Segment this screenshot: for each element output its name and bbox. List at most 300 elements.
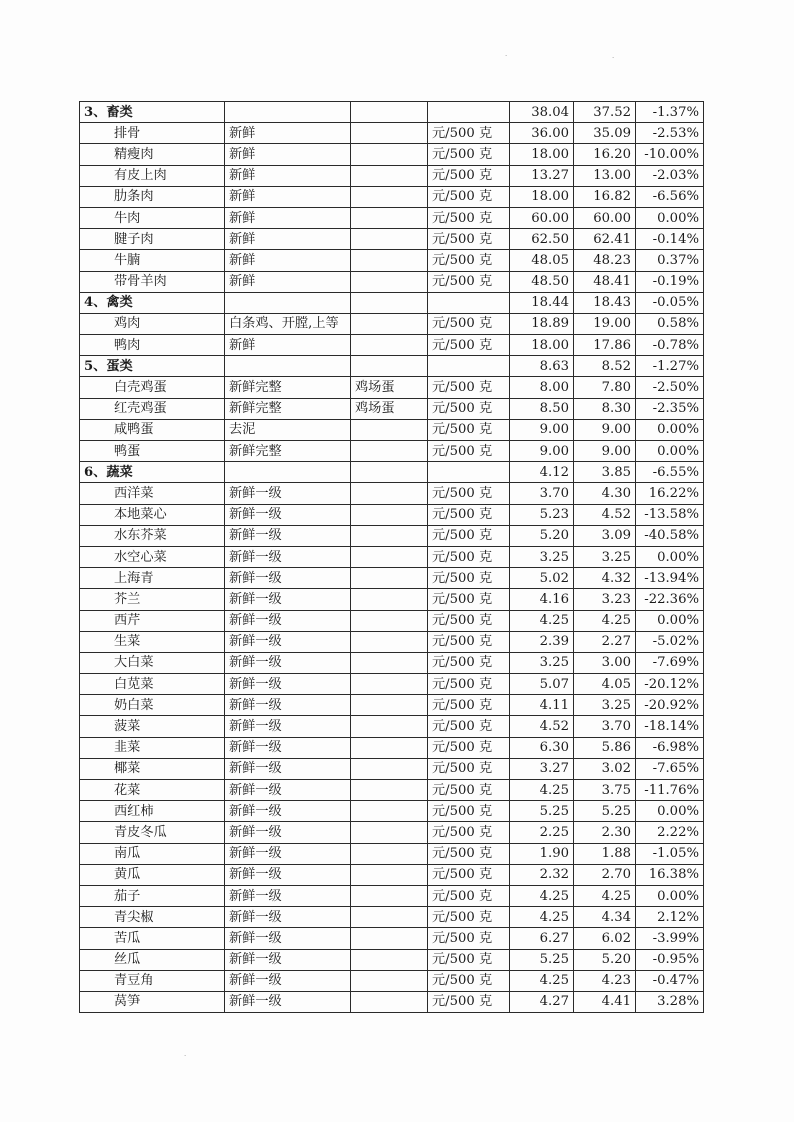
item-change: -20.92% xyxy=(636,695,704,716)
item-change: -13.58% xyxy=(636,504,704,525)
item-prev-price: 2.32 xyxy=(510,864,574,885)
item-name: 韭菜 xyxy=(80,737,225,758)
item-origin xyxy=(351,928,428,949)
item-spec: 新鲜 xyxy=(225,186,351,207)
category-label: 4、禽类 xyxy=(80,292,225,313)
item-row xyxy=(80,186,704,207)
item-unit: 元/500 克 xyxy=(428,186,510,207)
item-name: 芥兰 xyxy=(80,589,225,610)
item-origin xyxy=(351,419,428,440)
item-change: 0.00% xyxy=(636,546,704,567)
item-unit: 元/500 克 xyxy=(428,843,510,864)
item-origin xyxy=(351,801,428,822)
item-curr-price: 16.20 xyxy=(574,144,636,165)
item-spec: 白条鸡、开膛,上等 xyxy=(225,313,351,334)
item-curr-price: 4.30 xyxy=(574,483,636,504)
item-origin xyxy=(351,780,428,801)
item-spec: 新鲜一级 xyxy=(225,716,351,737)
item-prev-price: 3.25 xyxy=(510,652,574,673)
item-prev-price: 9.00 xyxy=(510,419,574,440)
item-unit: 元/500 克 xyxy=(428,250,510,271)
item-prev-price: 5.02 xyxy=(510,568,574,589)
item-prev-price: 9.00 xyxy=(510,441,574,462)
scan-speck: · xyxy=(184,1052,187,1060)
item-unit: 元/500 克 xyxy=(428,737,510,758)
item-name: 腱子肉 xyxy=(80,229,225,250)
item-spec: 新鲜一级 xyxy=(225,546,351,567)
category-curr-price: 3.85 xyxy=(574,462,636,483)
item-spec: 新鲜一级 xyxy=(225,864,351,885)
item-spec: 新鲜一级 xyxy=(225,737,351,758)
item-prev-price: 5.23 xyxy=(510,504,574,525)
item-name: 大白菜 xyxy=(80,652,225,673)
scan-speck: · xyxy=(612,54,615,62)
item-spec: 新鲜 xyxy=(225,165,351,186)
item-name: 排骨 xyxy=(80,123,225,144)
item-curr-price: 4.05 xyxy=(574,674,636,695)
item-origin xyxy=(351,525,428,546)
item-spec: 新鲜一级 xyxy=(225,504,351,525)
item-unit: 元/500 克 xyxy=(428,398,510,419)
item-row xyxy=(80,123,704,144)
item-name: 白壳鸡蛋 xyxy=(80,377,225,398)
item-unit: 元/500 克 xyxy=(428,780,510,801)
item-prev-price: 8.50 xyxy=(510,398,574,419)
item-prev-price: 4.52 xyxy=(510,716,574,737)
item-curr-price: 5.20 xyxy=(574,949,636,970)
item-unit: 元/500 克 xyxy=(428,144,510,165)
item-row xyxy=(80,441,704,462)
item-prev-price: 60.00 xyxy=(510,207,574,228)
item-origin xyxy=(351,546,428,567)
item-spec: 新鲜一级 xyxy=(225,631,351,652)
item-unit: 元/500 克 xyxy=(428,229,510,250)
item-change: -6.98% xyxy=(636,737,704,758)
spec-cell xyxy=(225,292,351,313)
item-unit: 元/500 克 xyxy=(428,377,510,398)
item-prev-price: 4.27 xyxy=(510,991,574,1012)
item-row xyxy=(80,631,704,652)
item-row xyxy=(80,885,704,906)
item-origin xyxy=(351,504,428,525)
item-curr-price: 3.00 xyxy=(574,652,636,673)
item-curr-price: 48.41 xyxy=(574,271,636,292)
item-curr-price: 4.25 xyxy=(574,885,636,906)
item-unit: 元/500 克 xyxy=(428,335,510,356)
item-spec: 新鲜 xyxy=(225,250,351,271)
item-prev-price: 8.00 xyxy=(510,377,574,398)
item-name: 本地菜心 xyxy=(80,504,225,525)
item-origin xyxy=(351,695,428,716)
item-row xyxy=(80,250,704,271)
item-prev-price: 2.25 xyxy=(510,822,574,843)
item-prev-price: 13.27 xyxy=(510,165,574,186)
item-name: 带骨羊肉 xyxy=(80,271,225,292)
unit-cell xyxy=(428,356,510,377)
item-change: -22.36% xyxy=(636,589,704,610)
category-change: -0.05% xyxy=(636,292,704,313)
item-curr-price: 9.00 xyxy=(574,419,636,440)
item-unit: 元/500 克 xyxy=(428,822,510,843)
item-prev-price: 3.70 xyxy=(510,483,574,504)
category-row xyxy=(80,102,704,123)
item-prev-price: 1.90 xyxy=(510,843,574,864)
item-unit: 元/500 克 xyxy=(428,907,510,928)
item-row xyxy=(80,928,704,949)
item-name: 青皮冬瓜 xyxy=(80,822,225,843)
item-unit: 元/500 克 xyxy=(428,483,510,504)
item-row xyxy=(80,144,704,165)
item-unit: 元/500 克 xyxy=(428,165,510,186)
item-name: 花菜 xyxy=(80,780,225,801)
item-prev-price: 18.00 xyxy=(510,335,574,356)
item-unit: 元/500 克 xyxy=(428,652,510,673)
item-row xyxy=(80,970,704,991)
item-prev-price: 62.50 xyxy=(510,229,574,250)
item-name: 苦瓜 xyxy=(80,928,225,949)
item-spec: 新鲜一级 xyxy=(225,928,351,949)
item-change: -0.78% xyxy=(636,335,704,356)
item-change: -0.47% xyxy=(636,970,704,991)
item-origin xyxy=(351,186,428,207)
unit-cell xyxy=(428,102,510,123)
item-curr-price: 13.00 xyxy=(574,165,636,186)
item-curr-price: 3.02 xyxy=(574,758,636,779)
item-change: 0.00% xyxy=(636,441,704,462)
category-prev-price: 4.12 xyxy=(510,462,574,483)
item-name: 水东芥菜 xyxy=(80,525,225,546)
item-change: -7.69% xyxy=(636,652,704,673)
item-name: 莴笋 xyxy=(80,991,225,1012)
item-spec: 新鲜 xyxy=(225,335,351,356)
item-change: 0.00% xyxy=(636,419,704,440)
item-unit: 元/500 克 xyxy=(428,631,510,652)
item-row xyxy=(80,907,704,928)
spec-cell xyxy=(225,462,351,483)
item-change: 3.28% xyxy=(636,991,704,1012)
item-name: 水空心菜 xyxy=(80,546,225,567)
origin-cell xyxy=(351,292,428,313)
item-row xyxy=(80,949,704,970)
item-curr-price: 2.27 xyxy=(574,631,636,652)
item-origin xyxy=(351,674,428,695)
item-change: -2.03% xyxy=(636,165,704,186)
item-change: 16.22% xyxy=(636,483,704,504)
item-spec: 新鲜完整 xyxy=(225,441,351,462)
item-prev-price: 4.25 xyxy=(510,780,574,801)
item-origin: 鸡场蛋 xyxy=(351,377,428,398)
item-change: -2.53% xyxy=(636,123,704,144)
item-name: 鸡肉 xyxy=(80,313,225,334)
item-prev-price: 6.30 xyxy=(510,737,574,758)
item-name: 青豆角 xyxy=(80,970,225,991)
item-prev-price: 4.25 xyxy=(510,970,574,991)
item-curr-price: 9.00 xyxy=(574,441,636,462)
item-spec: 新鲜一级 xyxy=(225,483,351,504)
item-curr-price: 4.41 xyxy=(574,991,636,1012)
item-row xyxy=(80,525,704,546)
category-change: -1.27% xyxy=(636,356,704,377)
spec-cell xyxy=(225,356,351,377)
item-origin xyxy=(351,652,428,673)
item-change: -40.58% xyxy=(636,525,704,546)
item-unit: 元/500 克 xyxy=(428,695,510,716)
item-change: 0.00% xyxy=(636,207,704,228)
item-row xyxy=(80,737,704,758)
item-curr-price: 2.70 xyxy=(574,864,636,885)
item-prev-price: 4.25 xyxy=(510,907,574,928)
item-row xyxy=(80,695,704,716)
item-origin xyxy=(351,716,428,737)
item-change: -2.35% xyxy=(636,398,704,419)
item-prev-price: 4.25 xyxy=(510,610,574,631)
item-prev-price: 4.16 xyxy=(510,589,574,610)
item-row xyxy=(80,229,704,250)
item-change: -3.99% xyxy=(636,928,704,949)
item-curr-price: 4.23 xyxy=(574,970,636,991)
item-origin xyxy=(351,483,428,504)
item-row xyxy=(80,207,704,228)
item-prev-price: 3.27 xyxy=(510,758,574,779)
item-row xyxy=(80,335,704,356)
item-origin xyxy=(351,229,428,250)
category-change: -6.55% xyxy=(636,462,704,483)
item-unit: 元/500 克 xyxy=(428,504,510,525)
item-row xyxy=(80,419,704,440)
category-curr-price: 18.43 xyxy=(574,292,636,313)
item-change: -11.76% xyxy=(636,780,704,801)
origin-cell xyxy=(351,102,428,123)
item-spec: 新鲜 xyxy=(225,271,351,292)
item-name: 牛腩 xyxy=(80,250,225,271)
item-change: 16.38% xyxy=(636,864,704,885)
price-table-body xyxy=(80,102,704,1013)
item-unit: 元/500 克 xyxy=(428,949,510,970)
item-unit: 元/500 克 xyxy=(428,991,510,1012)
item-origin xyxy=(351,949,428,970)
item-spec: 新鲜一级 xyxy=(225,568,351,589)
item-prev-price: 5.25 xyxy=(510,949,574,970)
item-prev-price: 36.00 xyxy=(510,123,574,144)
category-row xyxy=(80,292,704,313)
item-spec: 新鲜完整 xyxy=(225,398,351,419)
item-unit: 元/500 克 xyxy=(428,589,510,610)
item-prev-price: 3.25 xyxy=(510,546,574,567)
item-spec: 新鲜 xyxy=(225,207,351,228)
item-prev-price: 6.27 xyxy=(510,928,574,949)
category-label: 6、蔬菜 xyxy=(80,462,225,483)
item-row xyxy=(80,568,704,589)
item-name: 肋条肉 xyxy=(80,186,225,207)
item-name: 鸭肉 xyxy=(80,335,225,356)
item-spec: 新鲜一级 xyxy=(225,801,351,822)
item-spec: 新鲜 xyxy=(225,229,351,250)
item-name: 上海青 xyxy=(80,568,225,589)
item-curr-price: 4.25 xyxy=(574,610,636,631)
item-change: -0.14% xyxy=(636,229,704,250)
item-origin xyxy=(351,165,428,186)
unit-cell xyxy=(428,292,510,313)
item-change: 0.00% xyxy=(636,801,704,822)
item-name: 精瘦肉 xyxy=(80,144,225,165)
item-unit: 元/500 克 xyxy=(428,674,510,695)
item-change: -7.65% xyxy=(636,758,704,779)
item-curr-price: 17.86 xyxy=(574,335,636,356)
item-name: 西洋菜 xyxy=(80,483,225,504)
item-row xyxy=(80,313,704,334)
spec-cell xyxy=(225,102,351,123)
item-change: -5.02% xyxy=(636,631,704,652)
item-prev-price: 4.11 xyxy=(510,695,574,716)
item-spec: 新鲜一级 xyxy=(225,949,351,970)
item-curr-price: 8.30 xyxy=(574,398,636,419)
item-name: 茄子 xyxy=(80,885,225,906)
item-change: -13.94% xyxy=(636,568,704,589)
category-prev-price: 18.44 xyxy=(510,292,574,313)
item-unit: 元/500 克 xyxy=(428,568,510,589)
item-spec: 新鲜一级 xyxy=(225,674,351,695)
item-curr-price: 3.25 xyxy=(574,546,636,567)
item-change: -0.95% xyxy=(636,949,704,970)
item-curr-price: 4.52 xyxy=(574,504,636,525)
item-curr-price: 1.88 xyxy=(574,843,636,864)
item-curr-price: 4.32 xyxy=(574,568,636,589)
item-curr-price: 62.41 xyxy=(574,229,636,250)
item-unit: 元/500 克 xyxy=(428,207,510,228)
item-curr-price: 19.00 xyxy=(574,313,636,334)
price-table xyxy=(79,101,704,1013)
item-curr-price: 5.25 xyxy=(574,801,636,822)
item-spec: 新鲜一级 xyxy=(225,991,351,1012)
category-prev-price: 8.63 xyxy=(510,356,574,377)
item-spec: 新鲜一级 xyxy=(225,907,351,928)
category-row xyxy=(80,462,704,483)
origin-cell xyxy=(351,462,428,483)
item-name: 咸鸭蛋 xyxy=(80,419,225,440)
item-spec: 新鲜一级 xyxy=(225,695,351,716)
item-unit: 元/500 克 xyxy=(428,313,510,334)
item-name: 生菜 xyxy=(80,631,225,652)
item-name: 红壳鸡蛋 xyxy=(80,398,225,419)
category-curr-price: 37.52 xyxy=(574,102,636,123)
item-name: 丝瓜 xyxy=(80,949,225,970)
item-unit: 元/500 克 xyxy=(428,419,510,440)
item-unit: 元/500 克 xyxy=(428,546,510,567)
item-unit: 元/500 克 xyxy=(428,271,510,292)
item-spec: 新鲜 xyxy=(225,144,351,165)
item-name: 奶白菜 xyxy=(80,695,225,716)
item-unit: 元/500 克 xyxy=(428,716,510,737)
item-name: 椰菜 xyxy=(80,758,225,779)
item-change: -20.12% xyxy=(636,674,704,695)
item-row xyxy=(80,589,704,610)
item-origin xyxy=(351,335,428,356)
item-row xyxy=(80,271,704,292)
item-origin xyxy=(351,313,428,334)
item-origin xyxy=(351,737,428,758)
item-change: 2.22% xyxy=(636,822,704,843)
item-change: 0.00% xyxy=(636,610,704,631)
item-row xyxy=(80,801,704,822)
item-prev-price: 2.39 xyxy=(510,631,574,652)
item-spec: 新鲜完整 xyxy=(225,377,351,398)
item-curr-price: 2.30 xyxy=(574,822,636,843)
item-name: 菠菜 xyxy=(80,716,225,737)
item-prev-price: 18.00 xyxy=(510,186,574,207)
item-curr-price: 6.02 xyxy=(574,928,636,949)
item-curr-price: 3.70 xyxy=(574,716,636,737)
item-curr-price: 48.23 xyxy=(574,250,636,271)
item-row xyxy=(80,504,704,525)
item-origin xyxy=(351,843,428,864)
item-row xyxy=(80,165,704,186)
item-spec: 新鲜一级 xyxy=(225,758,351,779)
item-origin xyxy=(351,144,428,165)
item-change: -0.19% xyxy=(636,271,704,292)
item-prev-price: 5.25 xyxy=(510,801,574,822)
item-unit: 元/500 克 xyxy=(428,801,510,822)
item-origin xyxy=(351,441,428,462)
item-spec: 新鲜一级 xyxy=(225,610,351,631)
item-spec: 新鲜一级 xyxy=(225,589,351,610)
item-change: 0.00% xyxy=(636,885,704,906)
item-prev-price: 48.50 xyxy=(510,271,574,292)
item-origin: 鸡场蛋 xyxy=(351,398,428,419)
item-origin xyxy=(351,250,428,271)
item-curr-price: 16.82 xyxy=(574,186,636,207)
item-row xyxy=(80,716,704,737)
item-spec: 新鲜一级 xyxy=(225,780,351,801)
item-unit: 元/500 克 xyxy=(428,525,510,546)
item-origin xyxy=(351,885,428,906)
item-origin xyxy=(351,822,428,843)
item-prev-price: 5.07 xyxy=(510,674,574,695)
item-change: 0.58% xyxy=(636,313,704,334)
item-spec: 新鲜一级 xyxy=(225,843,351,864)
item-row xyxy=(80,610,704,631)
scan-speck: · xyxy=(505,52,508,60)
item-row xyxy=(80,546,704,567)
origin-cell xyxy=(351,356,428,377)
item-spec: 新鲜一级 xyxy=(225,970,351,991)
item-unit: 元/500 克 xyxy=(428,864,510,885)
item-origin xyxy=(351,123,428,144)
item-name: 牛肉 xyxy=(80,207,225,228)
item-origin xyxy=(351,271,428,292)
item-curr-price: 4.34 xyxy=(574,907,636,928)
item-row xyxy=(80,991,704,1012)
item-curr-price: 3.09 xyxy=(574,525,636,546)
item-unit: 元/500 克 xyxy=(428,610,510,631)
item-prev-price: 18.89 xyxy=(510,313,574,334)
item-curr-price: 35.09 xyxy=(574,123,636,144)
item-origin xyxy=(351,568,428,589)
item-row xyxy=(80,822,704,843)
item-origin xyxy=(351,991,428,1012)
item-name: 鸭蛋 xyxy=(80,441,225,462)
item-curr-price: 3.75 xyxy=(574,780,636,801)
item-row xyxy=(80,483,704,504)
item-name: 有皮上肉 xyxy=(80,165,225,186)
item-unit: 元/500 克 xyxy=(428,758,510,779)
category-prev-price: 38.04 xyxy=(510,102,574,123)
item-unit: 元/500 克 xyxy=(428,928,510,949)
item-curr-price: 60.00 xyxy=(574,207,636,228)
item-spec: 新鲜一级 xyxy=(225,885,351,906)
item-unit: 元/500 克 xyxy=(428,123,510,144)
item-change: -6.56% xyxy=(636,186,704,207)
item-prev-price: 48.05 xyxy=(510,250,574,271)
